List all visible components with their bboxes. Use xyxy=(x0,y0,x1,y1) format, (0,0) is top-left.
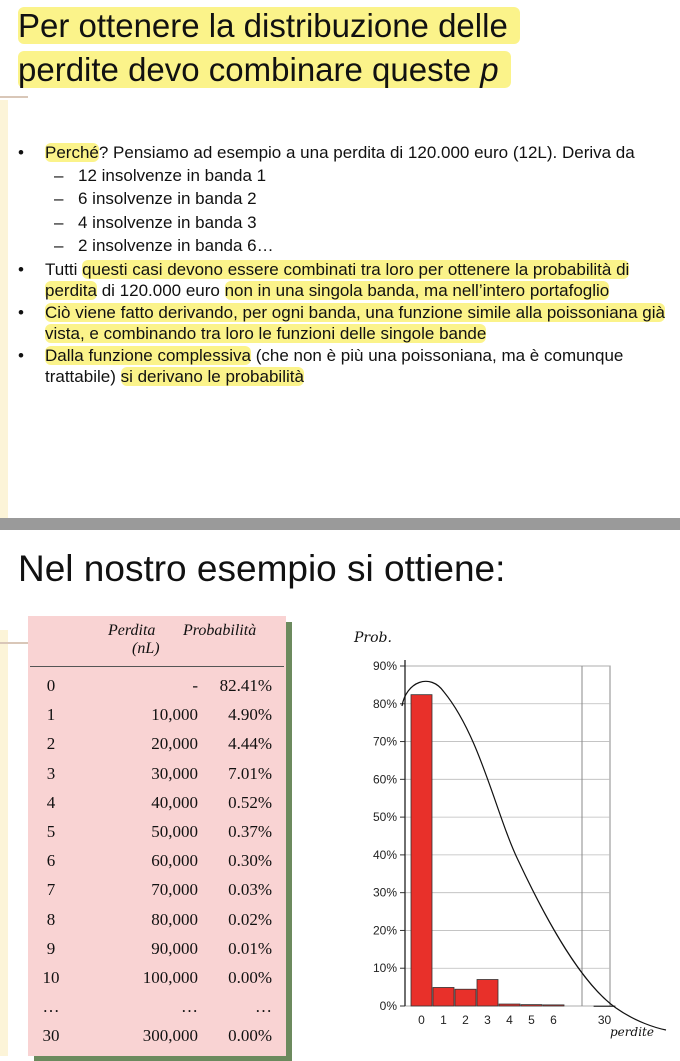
bullet-dot: • xyxy=(18,302,24,322)
bar-6 xyxy=(543,1005,564,1006)
sub-bullet-text: 12 insolvenze in banda 1 xyxy=(78,165,267,185)
sub-bullet-item xyxy=(18,165,668,187)
row-loss: 300,000 xyxy=(142,1026,198,1046)
bullet-text: si derivano le probabilità xyxy=(120,367,304,386)
y-tick-label: 40% xyxy=(372,847,397,862)
slide-2 xyxy=(0,530,680,1056)
row-index: 30 xyxy=(42,1026,60,1046)
table-row xyxy=(28,910,286,939)
bullet-item xyxy=(18,259,668,302)
table-row xyxy=(28,676,286,705)
title-underline-accent xyxy=(0,642,28,644)
row-loss: 70,000 xyxy=(151,880,198,900)
row-probability: 0.00% xyxy=(228,1026,272,1046)
row-loss: 40,000 xyxy=(151,792,198,812)
row-loss: 50,000 xyxy=(151,822,198,841)
x-tick-label: 1 xyxy=(440,1013,447,1027)
table-row xyxy=(28,968,286,997)
bullet-text: Dalla funzione complessiva xyxy=(45,345,251,365)
bullet-text: ma è xyxy=(501,345,540,365)
row-index: … xyxy=(42,997,60,1017)
y-tick-label: 50% xyxy=(372,810,397,825)
row-probability: 7.01% xyxy=(228,763,272,783)
sub-bullet-dash: – xyxy=(54,212,64,232)
sub-bullet-dash: – xyxy=(54,165,64,185)
row-index: 9 xyxy=(46,938,56,958)
slide-1 xyxy=(0,0,680,518)
row-index: 8 xyxy=(46,909,56,929)
x-tick-label: 4 xyxy=(506,1013,513,1027)
bullet-text: non in una singola banda, ma nell’intero portafoglio xyxy=(224,281,610,300)
bullet-text: Tutti xyxy=(45,259,83,279)
row-probability: 0.37% xyxy=(228,822,272,841)
table-row xyxy=(28,822,286,851)
row-loss: - xyxy=(192,676,198,695)
row-loss: 20,000 xyxy=(151,734,198,754)
sub-bullet-item xyxy=(18,212,668,234)
handwritten-y-label: Prob. xyxy=(354,630,392,646)
row-index: 5 xyxy=(46,822,56,841)
row-loss: 30,000 xyxy=(151,763,198,783)
row-probability: 0.00% xyxy=(228,968,272,987)
table-row xyxy=(28,997,286,1026)
table-row xyxy=(28,705,286,734)
row-index: 0 xyxy=(46,676,56,695)
handwritten-x-label: perdite xyxy=(610,1025,654,1039)
x-tick-label: 3 xyxy=(484,1013,491,1027)
y-tick-label: 90% xyxy=(372,659,397,673)
row-loss: 10,000 xyxy=(151,705,198,725)
x-tick-label: 30 xyxy=(597,1013,612,1027)
header-rule xyxy=(30,666,284,667)
bullet-text: Ciò viene fatto derivando, per ogni banda, una funzione simile alla poissoniana già vista, e combinando tra loro le funzioni delle singole bande xyxy=(45,302,665,343)
sub-bullet-text: 4 insolvenze in banda 3 xyxy=(78,212,257,232)
row-probability: 0.02% xyxy=(228,909,272,929)
row-probability: 0.03% xyxy=(228,880,272,900)
sub-bullet-item xyxy=(18,188,668,210)
bar-4 xyxy=(499,1004,520,1006)
header-loss-unit: (nL) xyxy=(132,640,160,657)
row-probability: 4.90% xyxy=(228,705,272,725)
row-probability: 82.41% xyxy=(219,676,272,695)
x-tick-label: 2 xyxy=(462,1013,469,1027)
y-tick-label: 20% xyxy=(372,923,397,938)
sub-bullet-text: 2 insolvenze in banda 6… xyxy=(78,236,274,255)
y-tick-label: 70% xyxy=(372,734,397,749)
bullet-text: questi casi devono essere combinati tra loro per ottenere la probabilità di perdita xyxy=(45,259,630,300)
table-row xyxy=(28,851,286,880)
x-tick-label: 0 xyxy=(418,1013,425,1027)
row-probability: 0.52% xyxy=(228,792,272,812)
left-accent-bar xyxy=(0,100,8,518)
bullet-text: di 120.000 euro xyxy=(96,281,225,300)
row-loss: … xyxy=(181,997,198,1017)
loss-probability-table xyxy=(28,616,286,1056)
row-index: 2 xyxy=(46,734,56,754)
bar-2 xyxy=(455,989,476,1006)
row-probability: 4.44% xyxy=(228,734,272,754)
row-loss: 80,000 xyxy=(151,909,198,929)
bullet-text: ? Pensiamo ad esempio a una perdita di 120.000 euro (12L). Deriva da xyxy=(98,143,635,162)
bullet-item xyxy=(18,142,668,164)
bullet-text: Perché xyxy=(45,143,99,162)
row-probability: … xyxy=(255,997,272,1017)
row-loss: 100,000 xyxy=(142,968,198,987)
sub-bullet-dash: – xyxy=(54,236,64,255)
sub-bullet-dash: – xyxy=(54,189,64,208)
y-tick-label: 10% xyxy=(372,961,397,976)
table-row xyxy=(28,939,286,968)
row-loss: 60,000 xyxy=(151,851,198,871)
hand-drawn-curve xyxy=(402,681,666,1030)
table-row xyxy=(28,793,286,822)
bar-3 xyxy=(477,980,498,1006)
x-tick-label: 5 xyxy=(528,1013,535,1027)
y-tick-label: 30% xyxy=(372,885,397,900)
slide-2-title: Nel nostro esempio si ottiene: xyxy=(18,548,506,589)
title-underline-accent xyxy=(0,96,28,98)
chart-svg xyxy=(348,624,678,1056)
bar-30 xyxy=(594,1006,615,1007)
table-row xyxy=(28,734,286,763)
slide-divider xyxy=(0,518,680,530)
y-tick-label: 80% xyxy=(372,696,397,711)
left-accent-bar xyxy=(0,630,8,1056)
bullet-dot: • xyxy=(18,143,24,162)
row-index: 6 xyxy=(46,851,56,871)
probability-chart xyxy=(348,624,678,1056)
table-row xyxy=(28,1026,286,1055)
header-probability: Probabilità xyxy=(183,622,257,639)
row-probability: 0.01% xyxy=(228,938,272,958)
y-tick-label: 60% xyxy=(372,772,397,787)
y-tick-label: 0% xyxy=(379,999,397,1013)
row-index: 1 xyxy=(46,705,56,725)
row-index: 10 xyxy=(42,968,60,987)
row-index: 7 xyxy=(46,880,56,900)
bullet-item xyxy=(18,302,668,345)
title-line-2: perdite devo combinare queste xyxy=(18,51,472,88)
table-row xyxy=(28,764,286,793)
bullet-dot: • xyxy=(18,259,24,279)
bar-0 xyxy=(411,695,432,1006)
bullet-list xyxy=(18,142,668,388)
row-probability: 0.30% xyxy=(228,851,272,871)
title-line-1: Per ottenere la distribuzione delle xyxy=(18,7,520,44)
bullet-text: (che non è più una poissoniana, xyxy=(251,345,502,365)
bullet-text: comunque trattabile) xyxy=(45,345,624,386)
sub-bullet-text: 6 insolvenze in banda 2 xyxy=(78,189,257,208)
x-tick-label: 6 xyxy=(550,1013,557,1027)
bar-1 xyxy=(433,987,454,1006)
bullet-item xyxy=(18,345,668,388)
row-loss: 90,000 xyxy=(151,938,198,958)
row-index: 4 xyxy=(46,792,56,812)
row-index: 3 xyxy=(46,763,56,783)
sub-bullet-item xyxy=(18,235,668,257)
bar-5 xyxy=(521,1005,542,1006)
title-variable-p: p xyxy=(480,51,499,88)
bullet-dot: • xyxy=(18,345,24,365)
slide-1-title xyxy=(18,4,658,92)
header-loss: Perdita xyxy=(108,622,156,639)
table-row xyxy=(28,880,286,909)
